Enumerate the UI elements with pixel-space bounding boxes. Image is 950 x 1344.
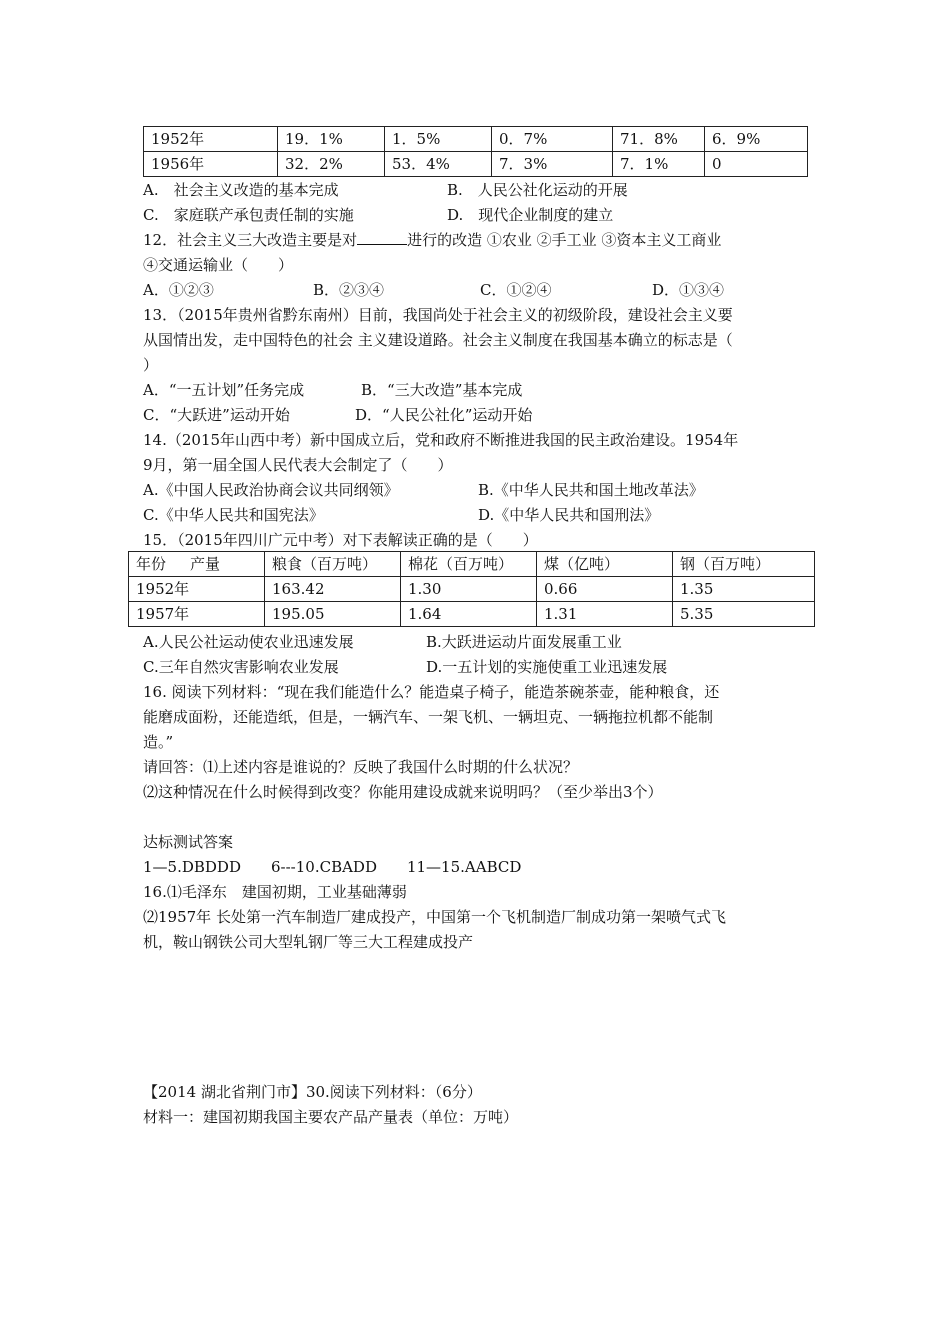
table-cell: 1．5%	[385, 127, 492, 152]
q12-stem-line2: ④交通运输业（ ）	[143, 256, 294, 274]
q16-line4: 请回答：⑴上述内容是谁说的？反映了我国什么时期的什么状况？	[143, 758, 579, 776]
q14-option-c: C.《中华人民共和国宪法》	[143, 506, 324, 524]
table-cell: 6．9%	[705, 127, 808, 152]
q16-line1: 16. 阅读下列材料：“现在我们能造什么？能造桌子椅子，能造茶碗茶壶，能种粮食，还	[143, 683, 720, 701]
answers-title: 达标测试答案	[143, 833, 234, 851]
q12-option-d: D．①③④	[652, 281, 725, 299]
table-header-cell: 钢（百万吨）	[673, 552, 815, 577]
q15-option-c: C.三年自然灾害影响农业发展	[143, 658, 339, 676]
q13-option-c: C．“大跃进”运动开始	[143, 406, 290, 424]
table-cell: 32．2%	[278, 152, 385, 177]
table-cell: 1.64	[401, 602, 537, 627]
table-cell: 1952年	[129, 577, 265, 602]
answers-line2: 16.⑴毛泽东 建国初期，工业基础薄弱	[143, 883, 407, 901]
table-row	[129, 577, 815, 602]
table-cell: 0	[705, 152, 808, 177]
table-row	[129, 602, 815, 627]
q13-option-d: D．“人民公社化”运动开始	[355, 406, 533, 424]
table-cell: 163.42	[265, 577, 401, 602]
q15-option-d: D.一五计划的实施使重工业迅速发展	[426, 658, 668, 676]
table-cell: 53．4%	[385, 152, 492, 177]
table-cell: 1957年	[129, 602, 265, 627]
q12-stem	[143, 230, 721, 250]
q13-option-b: B．“三大改造”基本完成	[361, 381, 523, 399]
answer-blank	[357, 230, 407, 245]
q14-option-a: A.《中国人民政治协商会议共同纲领》	[143, 481, 399, 499]
table-cell: 195.05	[265, 602, 401, 627]
table-header-cell: 粮食（百万吨）	[265, 552, 401, 577]
table-cell: 19．1%	[278, 127, 385, 152]
q15-option-a: A.人民公社运动使农业迅速发展	[143, 633, 354, 651]
q16-line2: 能磨成面粉，还能造纸，但是，一辆汽车、一架飞机、一辆坦克、一辆拖拉机都不能制	[143, 708, 714, 726]
table-cell: 1952年	[144, 127, 278, 152]
q13-line1: 13．（2015年贵州省黔东南州）目前，我国尚处于社会主义的初级阶段，建设社会主义要	[143, 306, 733, 324]
q13-option-a: A．“一五计划”任务完成	[143, 381, 305, 399]
table-row	[144, 152, 808, 177]
answers-line1: 1—5.DBDDD 6---10.CBADD 11—15.AABCD	[143, 858, 522, 876]
table-cell: 0.66	[537, 577, 673, 602]
answers-line3: ⑵1957年 长处第一汽车制造厂建成投产，中国第一个飞机制造厂制成功第一架喷气式飞	[143, 908, 726, 926]
q11-option-b: B. 人民公社化运动的开展	[447, 181, 628, 199]
q14-option-b: B.《中华人民共和国土地改革法》	[478, 481, 704, 499]
table-header-cell: 棉花（百万吨）	[401, 552, 537, 577]
q13-line3: ）	[143, 356, 159, 374]
q14-option-d: D.《中华人民共和国刑法》	[478, 506, 660, 524]
answers-line4: 机，鞍山钢铁公司大型轧钢厂等三大工程建成投产	[143, 933, 474, 951]
q11-option-a: A. 社会主义改造的基本完成	[143, 181, 339, 199]
q30-line1: 【2014 湖北省荆门市】30.阅读下列材料：（6分）	[143, 1083, 482, 1101]
table-header-cell: 煤（亿吨）	[537, 552, 673, 577]
ownership-table	[143, 126, 808, 177]
table-header-cell	[129, 552, 265, 577]
header-output: 产量	[190, 555, 221, 573]
q30-line2: 材料一：建国初期我国主要农产品产量表（单位：万吨）	[143, 1108, 519, 1126]
q12-stem-pre: 12．社会主义三大改造主要是对	[143, 231, 358, 249]
table-cell: 5.35	[673, 602, 815, 627]
q16-line3: 造。”	[143, 733, 174, 751]
q11-option-d: D. 现代企业制度的建立	[447, 206, 614, 224]
q12-option-b: B．②③④	[313, 281, 385, 299]
production-table	[128, 551, 815, 627]
table-cell: 1956年	[144, 152, 278, 177]
q14-line2: 9月，第一届全国人民代表大会制定了（ ）	[143, 456, 453, 474]
q15-stem: 15．（2015年四川广元中考）对下表解读正确的是（ ）	[143, 531, 538, 549]
table-row	[144, 127, 808, 152]
table-cell: 7．3%	[492, 152, 613, 177]
table-cell: 71．8%	[613, 127, 705, 152]
table-cell: 0．7%	[492, 127, 613, 152]
header-year: 年份	[136, 555, 167, 573]
q16-line5: ⑵这种情况在什么时候得到改变？你能用建设成就来说明吗？（至少举出3个）	[143, 783, 663, 801]
table-header-row	[129, 552, 815, 577]
q14-line1: 14.（2015年山西中考）新中国成立后，党和政府不断推进我国的民主政治建设。1954年	[143, 431, 739, 449]
table-cell: 7．1%	[613, 152, 705, 177]
q15-option-b: B.大跃进运动片面发展重工业	[426, 633, 622, 651]
q12-stem-post: 进行的改造 ①农业 ②手工业 ③资本主义工商业	[407, 231, 722, 249]
table-cell: 1.35	[673, 577, 815, 602]
q11-option-c: C. 家庭联产承包责任制的实施	[143, 206, 354, 224]
table-cell: 1.31	[537, 602, 673, 627]
table-cell: 1.30	[401, 577, 537, 602]
q13-line2: 从国情出发，走中国特色的社会 主义建设道路。社会主义制度在我国基本确立的标志是（	[143, 331, 733, 349]
q12-option-a: A．①②③	[143, 281, 214, 299]
q12-option-c: C．①②④	[480, 281, 552, 299]
